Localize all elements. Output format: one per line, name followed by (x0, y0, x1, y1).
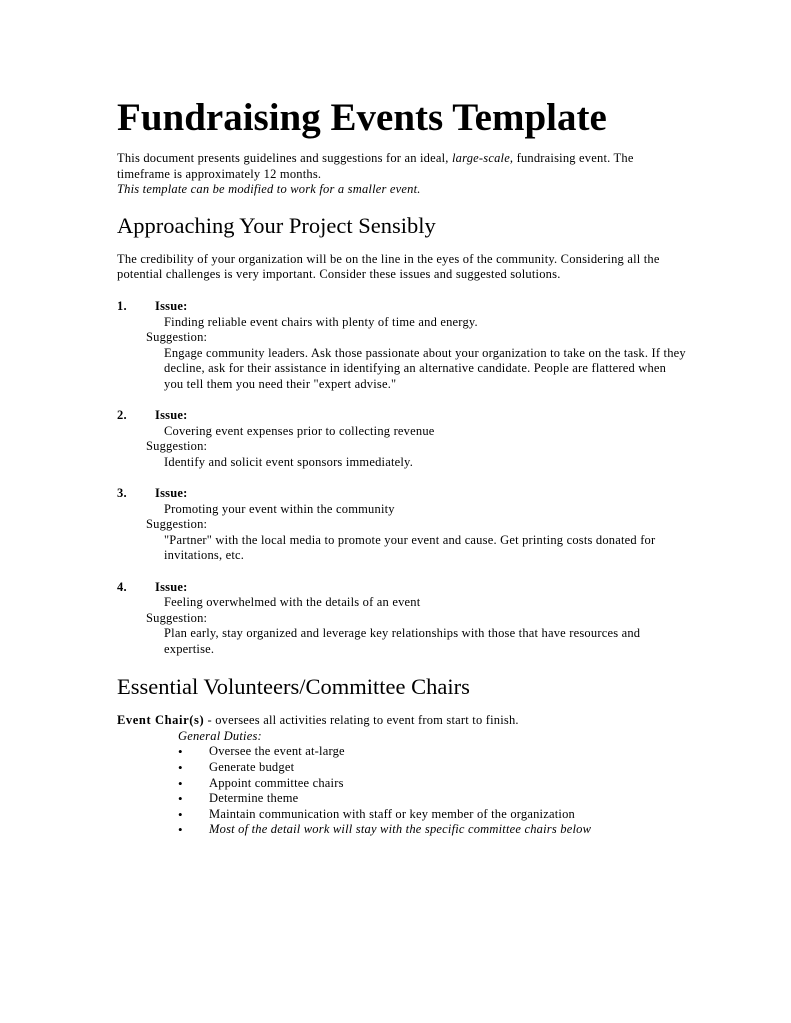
issue-number: 4. (117, 579, 127, 594)
bullet-icon: • (178, 760, 183, 775)
intro-emphasis: large-scale, (451, 151, 514, 165)
duty-text: Appoint committee chairs (209, 775, 344, 790)
issue-item-4 (117, 580, 687, 658)
duty-text: Maintain communication with staff or key member of the organization (209, 806, 575, 821)
suggestion-label: Suggestion: (146, 610, 208, 625)
list-item (117, 744, 687, 760)
suggestion-label: Suggestion: (146, 517, 208, 532)
document-page (117, 95, 687, 838)
issue-text: Finding reliable event chairs with plenty of time and energy. (164, 314, 478, 329)
event-chair-line (117, 713, 687, 729)
bullet-icon: • (178, 791, 183, 807)
issue-number: 2. (117, 408, 127, 423)
issue-label: Issue: (155, 486, 188, 501)
event-chair-description: - oversees all activities relating to event from start to finish. (207, 713, 519, 728)
intro-text-before: This document presents guidelines and suggestions for an ideal, (117, 151, 449, 165)
bullet-icon: • (178, 775, 183, 791)
document-title: Fundraising Events Template (117, 96, 607, 139)
section-heading-approach: Approaching Your Project Sensibly (117, 212, 436, 238)
template-note: This template can be modified to work for a smaller event. (117, 182, 421, 197)
issue-text: Covering event expenses prior to collecting revenue (164, 423, 435, 438)
general-duties-label: General Duties: (178, 728, 262, 743)
event-chair-title: Event Chair(s) (117, 713, 205, 728)
issue-label: Issue: (155, 408, 188, 423)
list-item (117, 807, 687, 823)
intro-text-after: fundraising event. The timeframe is approximately 12 months. (117, 151, 634, 181)
duty-text: Determine theme (209, 791, 299, 806)
bullet-icon: • (178, 822, 183, 838)
duty-text: Generate budget (209, 760, 295, 774)
suggestion-text: Identify and solicit event sponsors immediately. (164, 454, 414, 469)
section-heading-volunteers: Essential Volunteers/Committee Chairs (117, 674, 470, 700)
suggestion-label: Suggestion: (146, 439, 208, 454)
suggestion-text: "Partner" with the local media to promote your event and cause. Get printing costs donated for invitations, etc. (164, 532, 656, 563)
duty-text: Most of the detail work will stay with the specific committee chairs below (209, 822, 592, 837)
duty-text: Oversee the event at-large (209, 744, 345, 759)
bullet-icon: • (178, 744, 183, 760)
issue-label: Issue: (155, 298, 188, 313)
issues-list (117, 299, 687, 658)
suggestion-text: Engage community leaders. Ask those passionate about your organization to take on the task. If they decline, ask for their assistance in identifying an alternative candidate. People are flattered when you tell them you need their "expert advise." (164, 345, 686, 391)
issue-item-3 (117, 486, 687, 564)
issue-item-2 (117, 408, 687, 470)
bullet-icon: • (178, 806, 183, 822)
issue-text: Feeling overwhelmed with the details of an event (164, 595, 421, 610)
issue-number: 1. (117, 298, 127, 313)
issue-number: 3. (117, 486, 127, 501)
suggestion-text: Plan early, stay organized and leverage key relationships with those that have resources and expertise. (164, 626, 641, 657)
list-item (117, 822, 687, 838)
list-item (117, 776, 687, 792)
issue-text: Promoting your event within the community (164, 501, 395, 516)
suggestion-label: Suggestion: (146, 330, 208, 345)
section-intro-paragraph: The credibility of your organization will be on the line in the eyes of the community. Considering all the potential challenges is very important. Consider these issues and suggested solutions. (117, 251, 660, 282)
issue-item-1 (117, 299, 687, 393)
list-item (117, 791, 687, 807)
issue-label: Issue: (155, 579, 188, 594)
list-item (117, 760, 687, 776)
intro-paragraph (117, 151, 687, 182)
duties-list (117, 744, 687, 838)
